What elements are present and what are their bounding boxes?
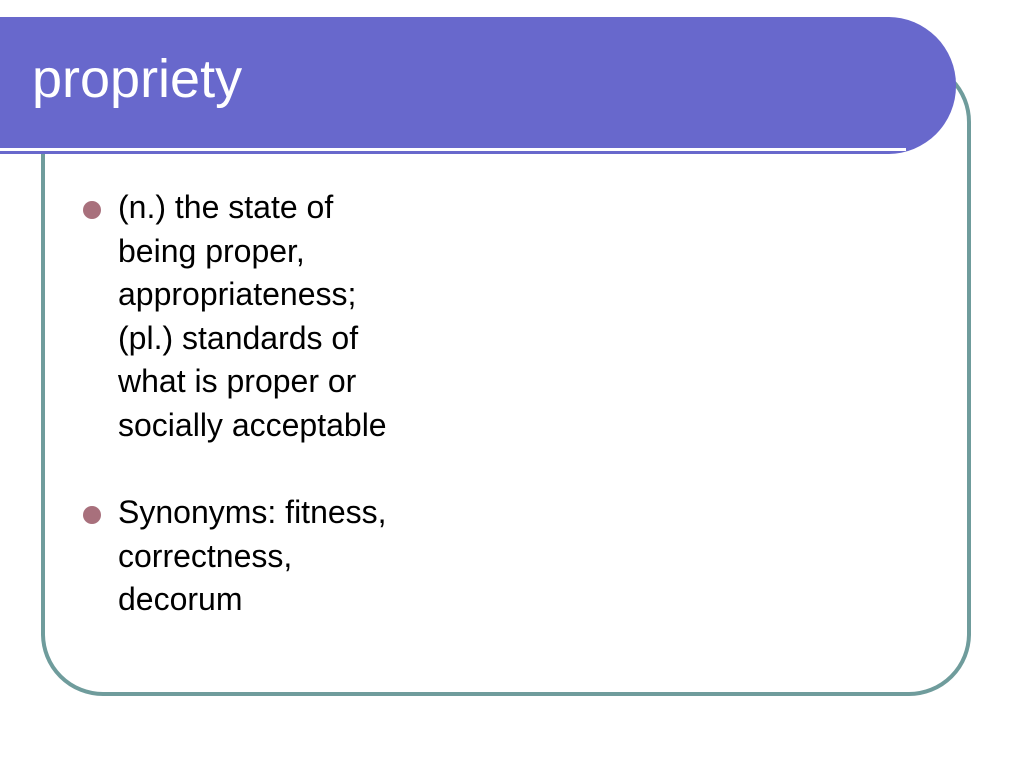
bullet-text-synonyms: Synonyms: fitness, correctness, decorum (118, 494, 387, 617)
bullet-icon (83, 201, 101, 219)
bullet-item-synonyms (82, 491, 482, 622)
bullet-icon (83, 506, 101, 524)
slide-title: propriety (32, 49, 243, 109)
title-underline (0, 148, 906, 151)
bullet-item-definition (82, 186, 482, 447)
bullet-list (82, 186, 482, 666)
bullet-text-definition: (n.) the state of being proper, appropriateness; (pl.) standards of what is proper or socially acceptable (118, 189, 387, 443)
